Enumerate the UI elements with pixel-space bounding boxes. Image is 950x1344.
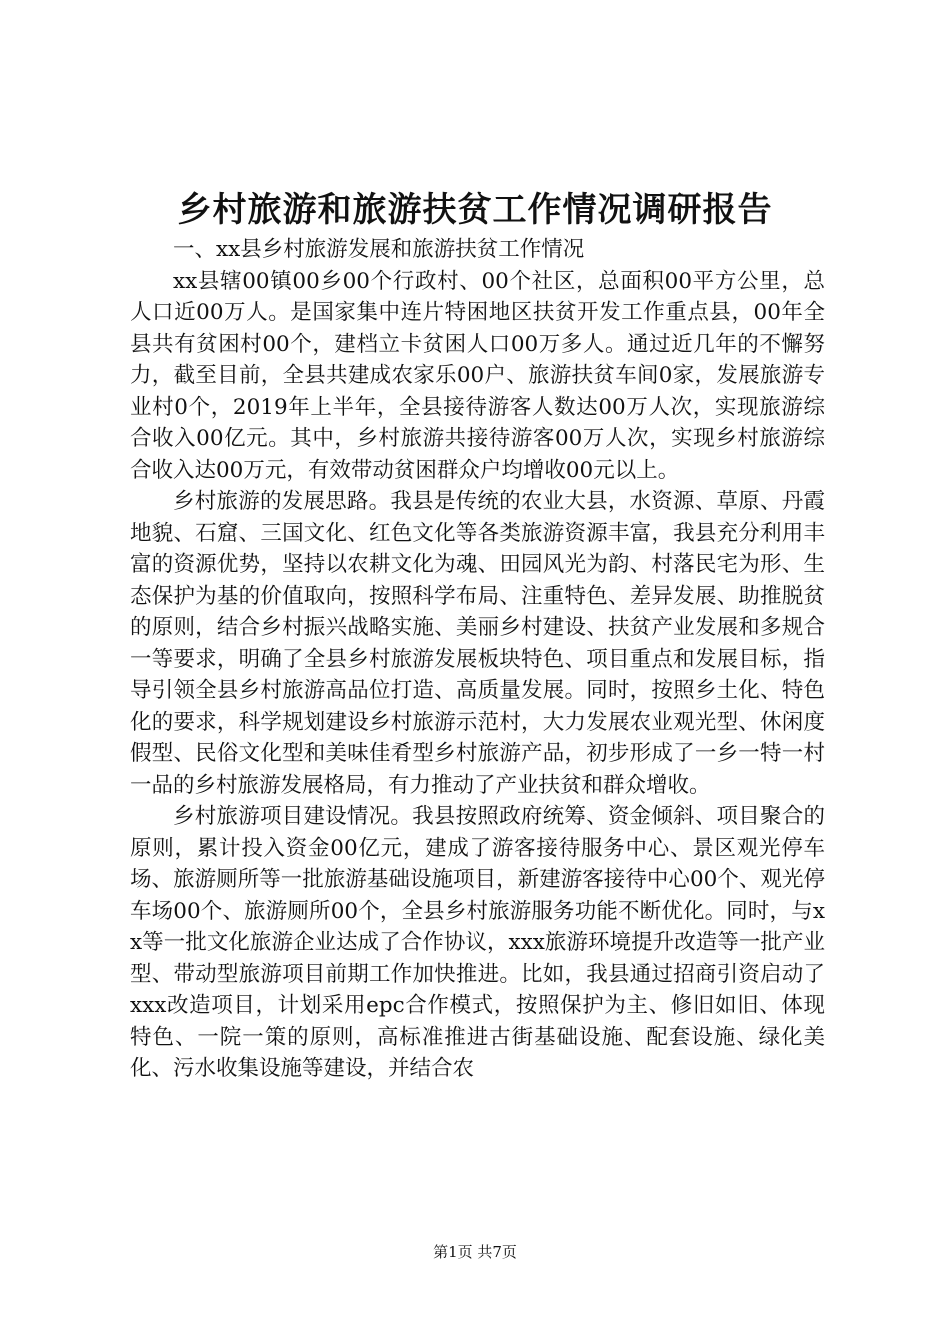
paragraph: 乡村旅游项目建设情况。我县按照政府统筹、资金倾斜、项目聚合的原则，累计投入资金00亿元，建成了游客接待服务中心、景区观光停车场、旅游厕所等一批旅游基础设施项目，新建游客接待中心00个、观光停车场00个、旅游厕所00个，全县乡村旅游服务功能不断优化。同时，与xx等一批文化旅游企业达成了合作协议，xxx旅游环境提升改造等一批产业型、带动型旅游项目前期工作加快推进。比如，我县通过招商引资启动了xxx改造项目，计划采用epc合作模式，按照保护为主、修旧如旧、体现特色、一院一策的原则，高标准推进古街基础设施、配套设施、绿化美化、污水收集设施等建设，并结合农 [130,804,825,1081]
section-heading: 一、xx县乡村旅游发展和旅游扶贫工作情况 [173,237,585,262]
document-title: 乡村旅游和旅游扶贫工作情况调研报告 [177,190,773,230]
paragraph: xx县辖00镇00乡00个行政村、00个社区，总面积00平方公里，总人口近00万人。是国家集中连片特困地区扶贫开发工作重点县，00年全县共有贫困村00个，建档立卡贫困人口00万多人。通过近几年的不懈努力，截至目前，全县共建成农家乐00户、旅游扶贫车间0家，发展旅游专业村0个，2019年上半年，全县接待游客人数达00万人次，实现旅游综合收入00亿元。其中，乡村旅游共接待游客00万人次，实现乡村旅游综合收入达00万元，有效带动贫困群众户均增收00元以上。 [130,268,825,483]
paragraph: 乡村旅游的发展思路。我县是传统的农业大县，水资源、草原、丹霞地貌、石窟、三国文化、红色文化等各类旅游资源丰富，我县充分利用丰富的资源优势，坚持以农耕文化为魂、田园风光为韵、村落民宅为形、生态保护为基的价值取向，按照科学布局、注重特色、差异发展、助推脱贫的原则，结合乡村振兴战略实施、美丽乡村建设、扶贫产业发展和多规合一等要求，明确了全县乡村旅游发展板块特色、项目重点和发展目标，指导引领全县乡村旅游高品位打造、高质量发展。同时，按照乡土化、特色化的要求，科学规划建设乡村旅游示范村，大力发展农业观光型、休闲度假型、民俗文化型和美味佳肴型乡村旅游产品，初步形成了一乡一特一村一品的乡村旅游发展格局，有力推动了产业扶贫和群众增收。 [130,489,825,798]
page-footer: 第1页 共7页 [433,1243,517,1261]
document-body [130,234,825,1085]
